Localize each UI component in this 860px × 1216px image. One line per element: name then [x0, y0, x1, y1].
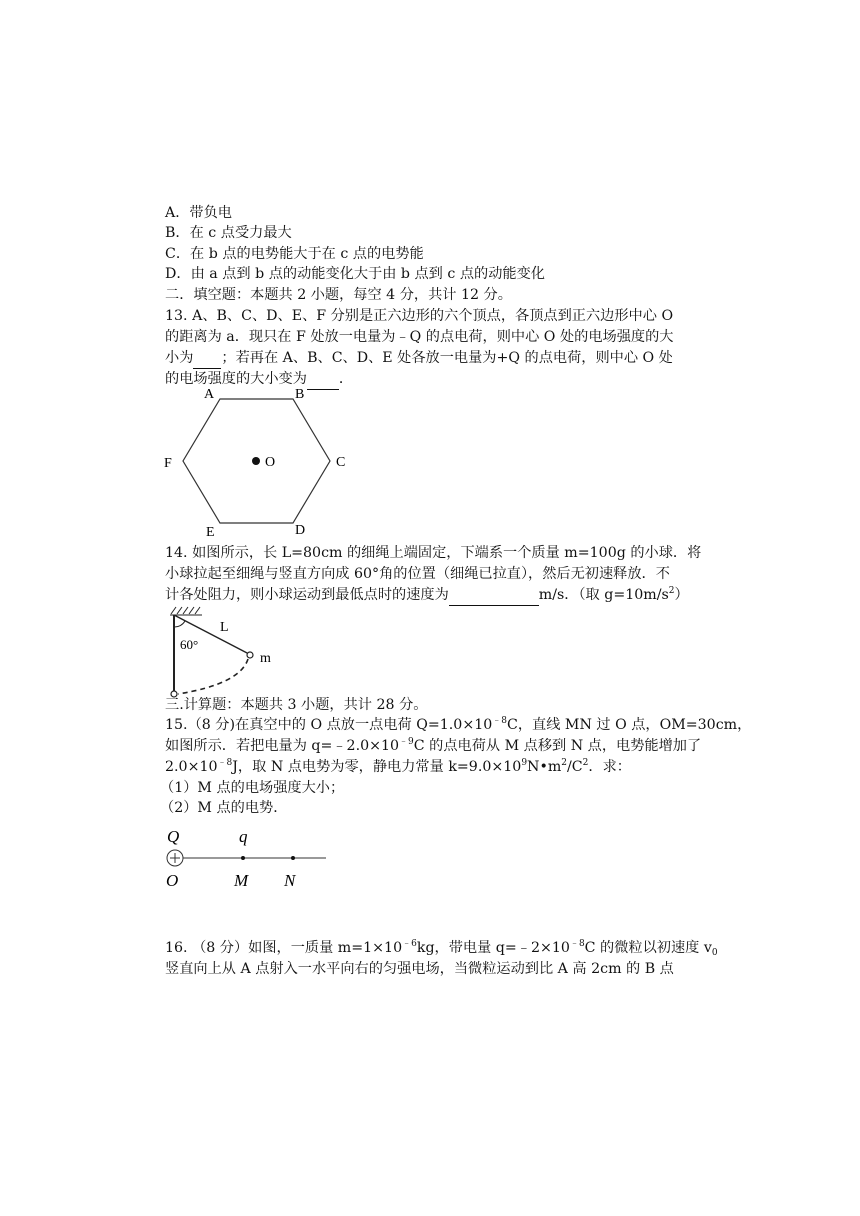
- point-label-o: O: [166, 871, 179, 890]
- center-point: [252, 457, 260, 465]
- q15-line-2-sup: ﹣9: [399, 737, 414, 747]
- q15-line-2-a: 如图所示．若把电量为 q=﹣2.0×10: [165, 738, 400, 754]
- charge-label-q-big: Q: [167, 827, 180, 846]
- ceiling-hatch: [170, 607, 202, 615]
- q15-line-3-d: /C: [567, 759, 583, 775]
- hexagon-label-d: D: [295, 523, 306, 538]
- charge-label-q-small: q: [239, 827, 248, 846]
- q16-line-1-c: C 的微粒以初速度 v: [584, 940, 712, 956]
- q16-line-1-sup-2: ﹣8: [569, 939, 585, 949]
- q14-answer-blank[interactable]: [449, 585, 539, 606]
- point-label-n: N: [284, 871, 296, 890]
- hexagon-figure: [155, 382, 355, 540]
- q15-line-1-a: 15.（8 分)在真空中的 O 点放一点电荷 Q=1.0×10: [165, 717, 493, 733]
- q16-line-1-a: 16. （8 分）如图，一质量 m=1×10: [165, 940, 403, 956]
- mass-label: m: [260, 651, 271, 666]
- q15-line-3-a: 2.0×10: [165, 759, 218, 775]
- q14-line-2: 小球拉起至细绳与竖直方向成 60°角的位置（细绳已拉直），然后无初速释放．不: [165, 566, 670, 582]
- hexagon-label-e: E: [206, 525, 215, 540]
- option-b: B．在 c 点受力最大: [165, 225, 292, 241]
- hexagon-label-a: A: [204, 387, 215, 402]
- q13-line-1: 13. A、B、C、D、E、F 分别是正六边形的六个顶点，各顶点到正六边形中心 O: [165, 308, 674, 324]
- q13-line-2: 的距离为 a．现只在 F 处放一电量为﹣Q 的点电荷，则中心 O 处的电场强度的大: [165, 329, 674, 345]
- q15-line-2-b: C 的点电荷从 M 点移到 N 点，电势能增加了: [413, 738, 702, 754]
- hexagon-label-o: O: [265, 455, 276, 470]
- q16-line-2: 竖直向上从 A 点射入一水平向右的匀强电场，当微粒运动到比 A 高 2cm 的 B 点: [165, 961, 674, 977]
- q15-line-2: [165, 736, 701, 756]
- q15-sub-question-1: （1）M 点的电场强度大小；: [160, 780, 345, 796]
- point-n: [291, 856, 295, 860]
- hexagon-label-b: B: [295, 387, 305, 402]
- hexagon-label-f: F: [164, 456, 172, 471]
- q14-line-3: [165, 585, 689, 606]
- angle-arc: [174, 621, 185, 627]
- option-d: D．由 a 点到 b 点的动能变化大于由 b 点到 c 点的动能变化: [165, 266, 545, 282]
- q13-answer-blank-1[interactable]: [193, 348, 221, 369]
- q16-line-1-b: kg，带电量 q=﹣2×10: [416, 940, 570, 956]
- q13-line-3-b: ；若再在 A、B、C、D、E 处各放一电量为+Q 的点电荷，则中心 O 处: [221, 350, 673, 366]
- q15-line-3: [165, 757, 631, 777]
- hexagon-label-c: C: [336, 455, 346, 470]
- q16-line-1: [165, 938, 718, 958]
- q14-line-1: 14. 如图所示，长 L=80cm 的细绳上端固定，下端系一个质量 m=100g 的小球．将: [165, 545, 702, 561]
- length-label: L: [220, 620, 229, 635]
- q15-line-3-sup-4: 2: [582, 758, 589, 768]
- swing-path: [178, 659, 248, 694]
- q15-line-3-sup-1: ﹣8: [217, 758, 233, 768]
- q14-line-3-c: ）: [674, 587, 689, 603]
- q15-line-3-c: N•m: [527, 759, 562, 775]
- q16-line-1-sup-1: ﹣6: [402, 939, 417, 949]
- q13-line-3-a: 小为: [165, 350, 194, 366]
- angle-label: 60°: [180, 637, 199, 652]
- q15-line-1-b: C，直线 MN 过 O 点，OM=30cm，: [507, 717, 752, 733]
- charge-line-figure: [160, 820, 340, 892]
- q15-line-3-b: J，取 N 点电势为零，静电力常量 k=9.0×10: [232, 759, 522, 775]
- q15-sub-question-2: （2）M 点的电势．: [160, 800, 288, 816]
- q14-line-3-b: m/s．（取 g=10m/s: [538, 587, 669, 603]
- option-c: C．在 b 点的电势能大于在 c 点的电势能: [165, 246, 424, 262]
- q13-line-4-b: ．: [338, 371, 354, 387]
- q14-line-3-sup: 2: [668, 586, 675, 596]
- point-m: [241, 856, 245, 860]
- q15-line-1: [165, 715, 751, 735]
- q13-line-4-a: 的电场强度的大小变为: [165, 371, 307, 387]
- q15-line-3-sup-2: 9: [521, 758, 528, 768]
- q15-line-3-e: ．求：: [588, 759, 631, 775]
- section-heading-calculation: 三.计算题：本题共 3 小题，共计 28 分。: [165, 697, 428, 713]
- q15-line-3-sup-3: 2: [561, 758, 568, 768]
- point-label-m: M: [234, 871, 249, 890]
- section-heading-fill-in: 二．填空题：本题共 2 小题，每空 4 分，共计 12 分。: [165, 287, 512, 303]
- q14-line-3-a: 计各处阻力，则小球运动到最低点时的速度为: [165, 587, 449, 603]
- q16-line-1-sub: 0: [711, 948, 718, 958]
- pendulum-figure: [160, 604, 290, 700]
- q13-line-3: [165, 348, 673, 369]
- q15-line-1-sup: ﹣8: [492, 716, 507, 726]
- ball-start: [247, 652, 253, 658]
- option-a: A．带负电: [165, 205, 232, 221]
